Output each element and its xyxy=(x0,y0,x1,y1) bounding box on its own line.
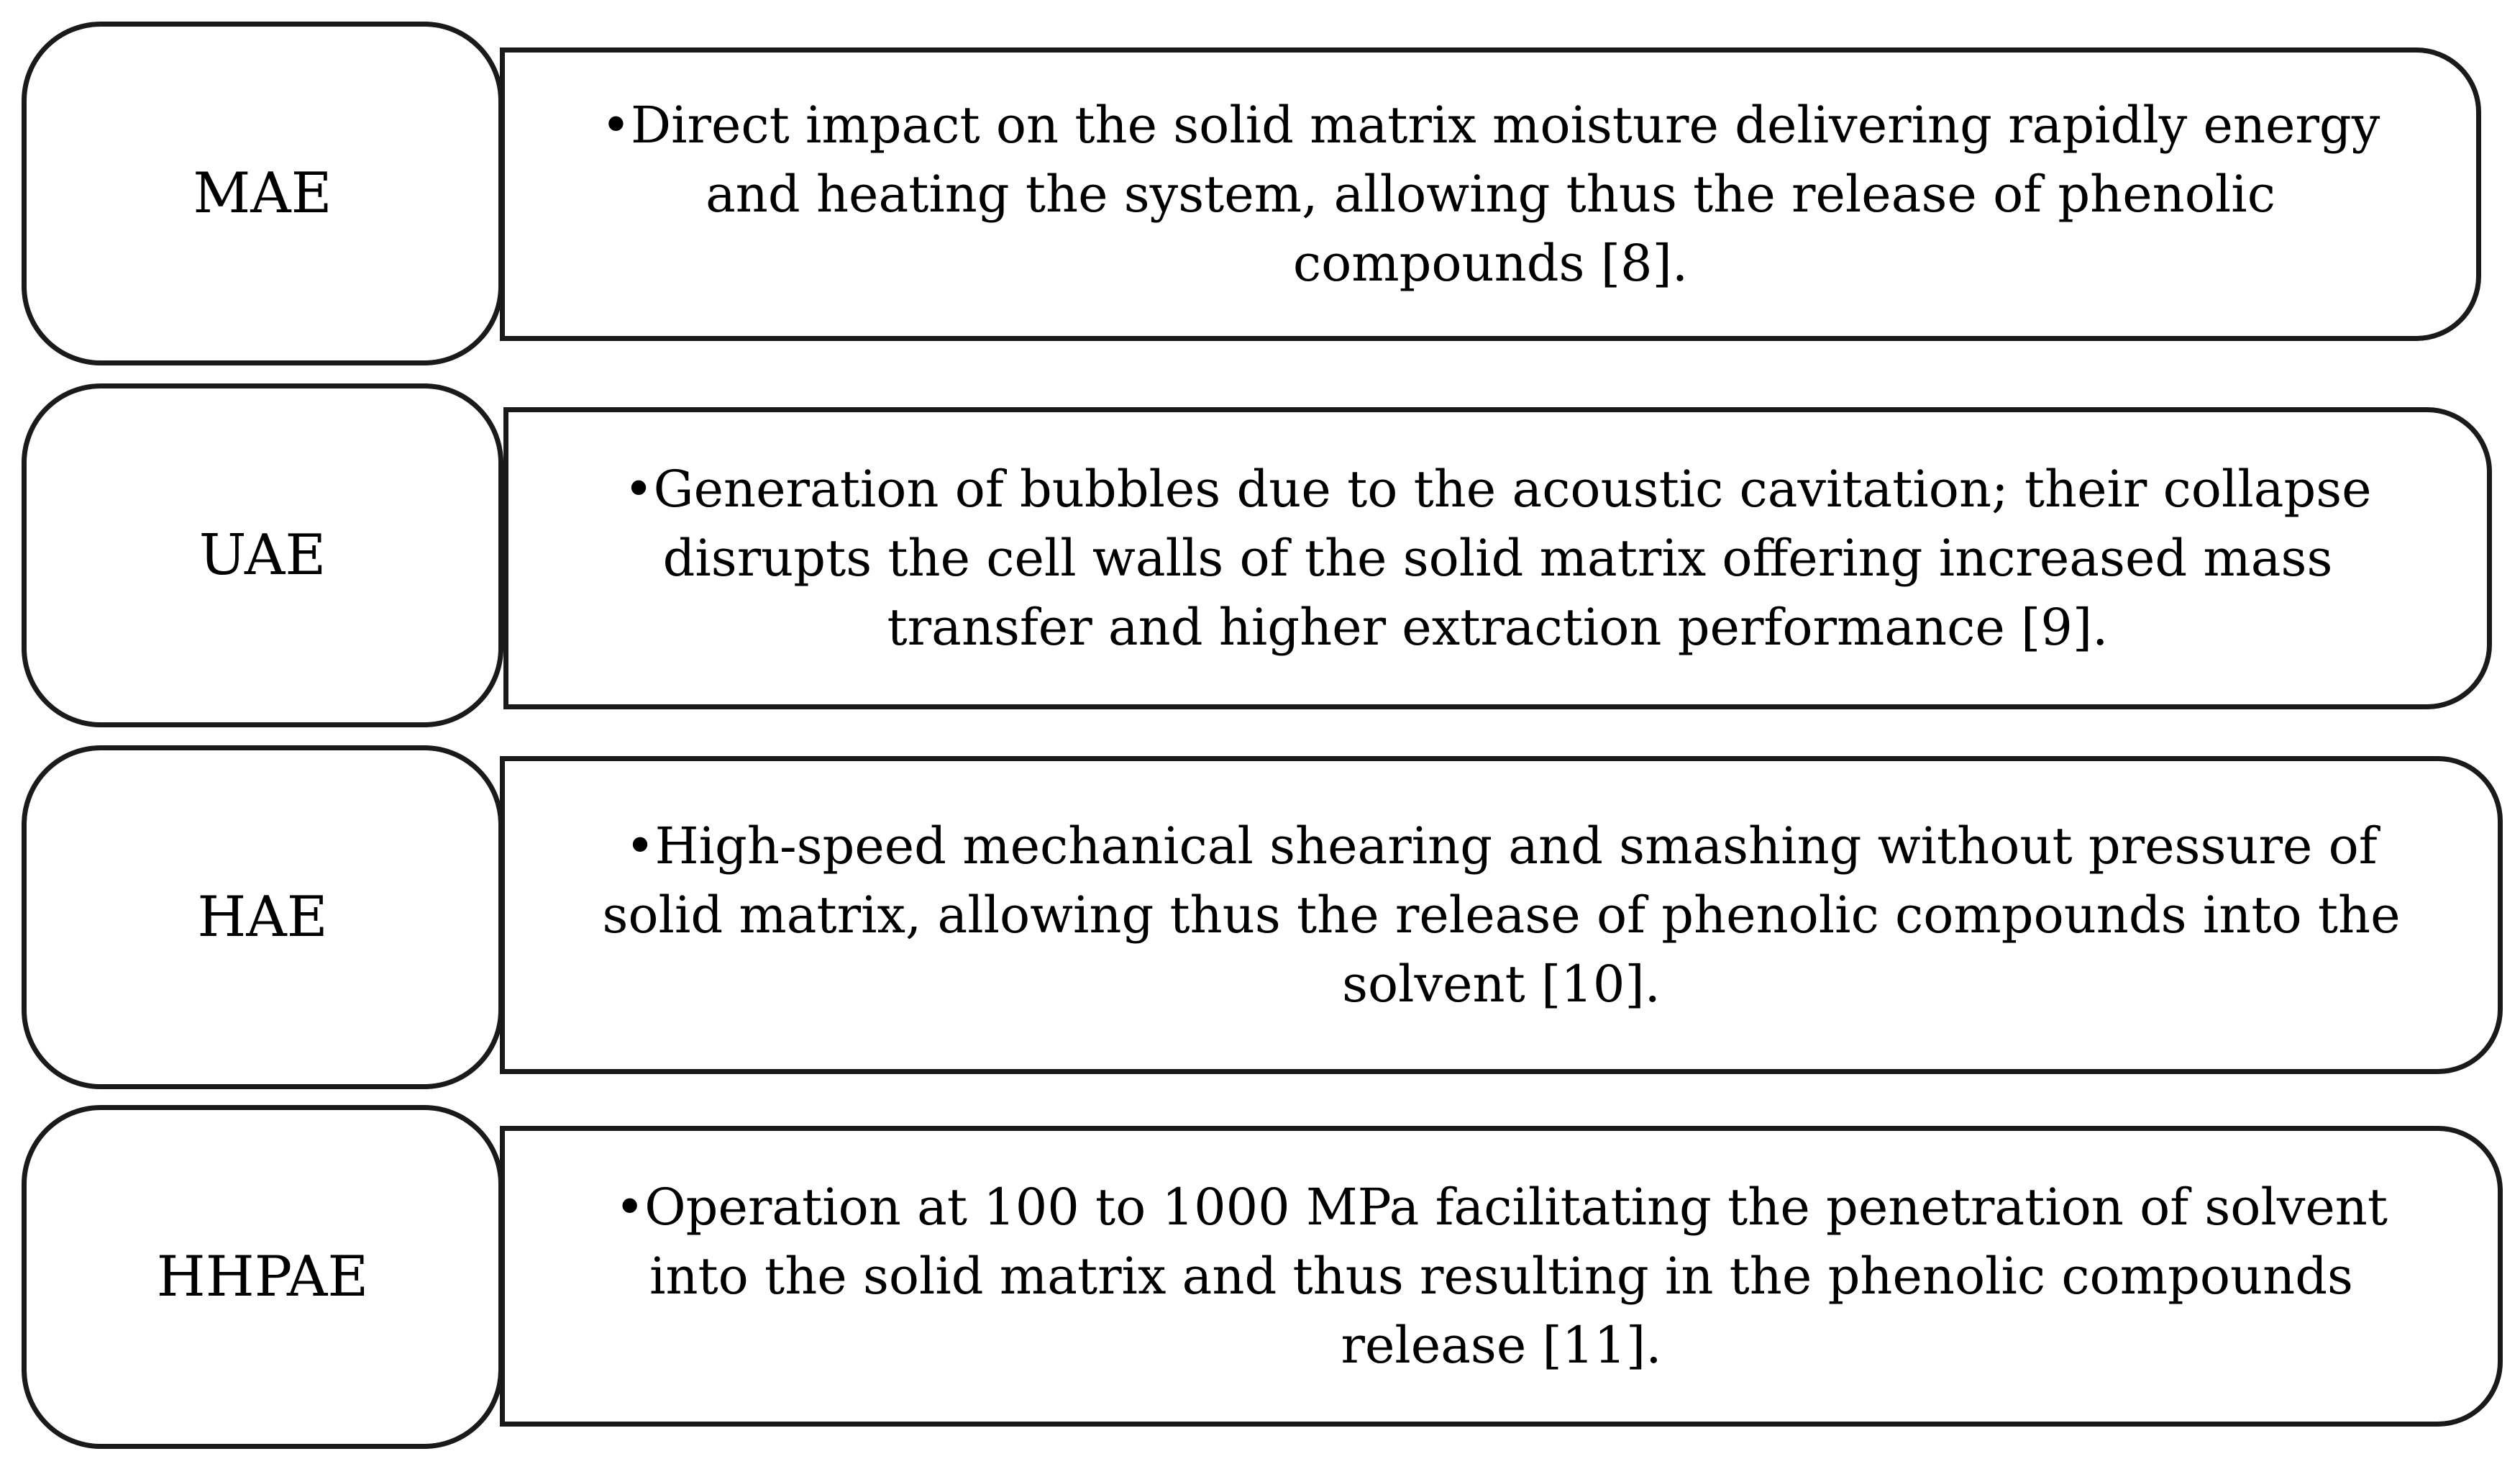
bullet-glyph: • xyxy=(601,96,631,155)
bullet-glyph: • xyxy=(624,460,654,519)
method-label-box xyxy=(22,22,503,365)
method-label-box xyxy=(22,1105,503,1449)
method-description-text: Direct impact on the solid matrix moisture delivering rapidly energy and heating the system, allowing thus the release of phenolic compounds [8]. xyxy=(631,96,2380,293)
method-description xyxy=(591,1173,2411,1380)
method-description-text: Operation at 100 to 1000 MPa facilitating the penetration of solvent into the solid matrix and thus resulting in the phenolic compounds release [11]. xyxy=(644,1178,2388,1375)
method-label: HAE xyxy=(197,885,328,950)
method-description xyxy=(591,91,2390,298)
method-description xyxy=(595,455,2401,662)
bullet-glyph: • xyxy=(614,1178,645,1237)
method-label: HHPAE xyxy=(156,1245,369,1309)
method-label: MAE xyxy=(193,161,332,226)
method-description xyxy=(591,811,2411,1019)
bullet-glyph: • xyxy=(625,817,655,876)
method-description-box xyxy=(500,47,2481,341)
method-label: UAE xyxy=(198,523,327,588)
method-description-text: High-speed mechanical shearing and smashing without pressure of solid matrix, allowing thus the release of phenolic compounds into the solvent [10]. xyxy=(602,817,2401,1014)
method-description-text: Generation of bubbles due to the acoustic cavitation; their collapse disrupts the cell walls of the solid matrix offering increased mass transfer and higher extraction performance [9]. xyxy=(653,460,2372,657)
method-description-box xyxy=(503,407,2492,709)
method-label-box xyxy=(22,383,503,727)
method-label-box xyxy=(22,745,503,1089)
method-description-box xyxy=(500,1126,2503,1427)
method-description-box xyxy=(500,756,2503,1074)
